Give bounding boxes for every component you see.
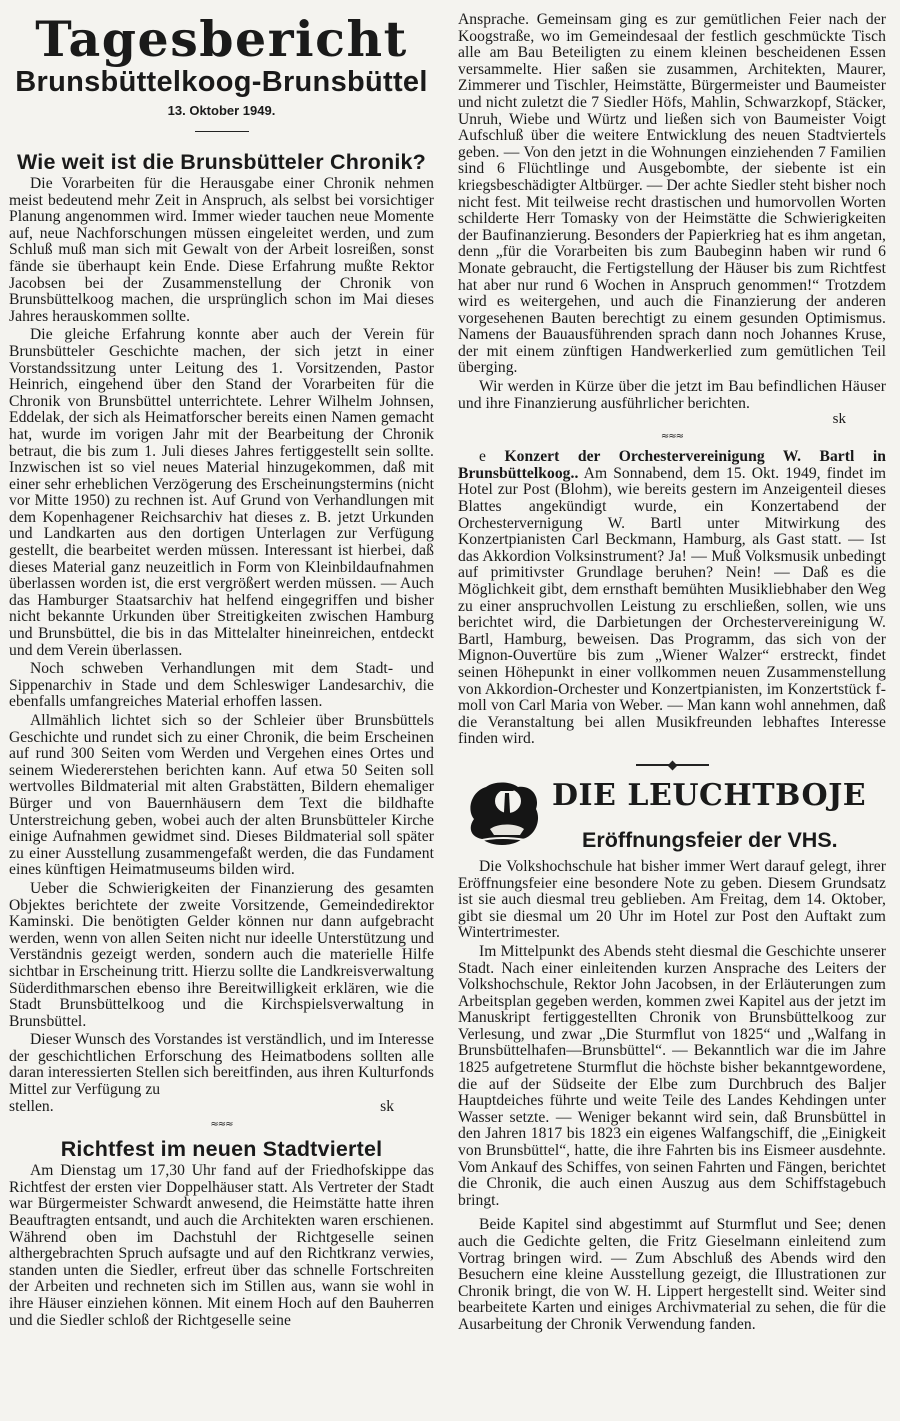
konzert-body: Am Sonnabend, dem 15. Okt. 1949, findet im Hotel zur Post (Blohm), wie bereits gestern im Anzeigenteil dieses Blattes angekündigt wurde, ein Konzertabend der Orchestervernigung W. Bartl unter Mitwirkung des Konzertpianisten Carl Beckmann, Hamburg, als Gast statt. — Ist das Akkordion Volksinstrument? Ja! — Muß Volksmusik unbedingt auf primitivster Grundlage beruhen? Nein! — Daß es die Möglichkeit gibt, dem ernsthaft bemühten Musikliebhaber den Weg zu einer anspruchvollen Leistung zu erschließen, sollen, wie uns berichtet wird, die Darbietungen der Orchestervereinigung W. Bartl, Hamburg, beweisen. Das Programm, das sich von der Mignon-Ouvertüre bis zum „Wiener Walzer“ erstreckt, findet seinen Höhepunkt in einer vollkommen neuen Zusammenstellung von Akkordion-Orchester und Konzertpianisten, im Konzertstück f-moll von Carl Maria von Weber. — Man kann wohl annehmen, daß die Veranstaltung bei allen Musikfreunden lebhaftes Interesse finden wird. [458, 464, 886, 748]
article-paragraph: Ueber die Schwierigkeiten der Finanzierung des gesamten Objektes berichtete der zweite Vorsitzende, Gemeindedirektor Kaminski. Die benötigten Gelder können nur dann aufgebracht werden, wenn von allen Seiten nicht nur ideelle Unterstützung und Verständnis gezeigt werden, sondern auch die materielle Hilfe sichtbar in Erscheinung tritt. Hierzu sollte die Landkreisverwaltung Süderdithmarschen ebenso ihre Bereitwilligkeit erklären, wie die Stadt Brunsbüttelkoog und die Kirchspielsverwaltung in Brunsbüttel. [9, 879, 434, 1030]
masthead-title: Tagesbericht [35, 10, 408, 68]
masthead-subtitle: Brunsbüttelkoog-Brunsbüttel [15, 66, 428, 98]
article-paragraph: Die Volkshochschule hat bisher immer Wert darauf gelegt, ihrer Eröffnungsfeier eine besondere Note zu geben. Diesem Grundsatz ist sie auch diesmal treu geblieben. Am Freitag, dem 14. Oktober, gibt sie diesmal um 20 Uhr im Hotel zur Post den Auftakt zum Wintertrimester. [458, 857, 886, 942]
article-paragraph: Beide Kapitel sind abgestimmt auf Sturmflut und See; denen auch die Gedichte gelten, die Fritz Gieselmann einleitend zum Vortrag bringen wird. — Zum Abschluß des Abends wird den Besuchern eine kleine Ausstellung gezeigt, die Illustrationen zur Chronik bringt, die von W. H. Lippert hergestellt sind. Weiter sind bearbeitete Karten und einiges Archivmaterial zu sehen, die für die Ausarbeitung der Chronik Verwendung fanden. [458, 1216, 886, 1333]
section-title: DIE LEUCHTBOJE [552, 777, 867, 813]
article-paragraph: Noch schweben Verhandlungen mit dem Stadt- und Sippenarchiv in Stade und dem Schleswiger Landesarchiv, die ebenfalls umfangreiches Material erhoffen lassen. [9, 660, 434, 711]
short-rule-divider [195, 131, 249, 132]
article-paragraph: Die Vorarbeiten für die Herausgabe einer Chronik nehmen meist bedeutend mehr Zeit in Anspruch, als selbst bei vorsichtiger Planung angenommen wird. Immer wieder tauchen neue Momente auf, neue Nachforschungen müssen eingeleitet werden, und zum Schluß muß man sich mit Gewalt von der Arbeit losreißen, sonst fände sie überhaupt kein Ende. Diese Erfahrung mußte Rektor Jacobsen bei der Zusammenstellung der Chronik von Brunsbüttelkoog machen, die ursprünglich schon im Mai dieses Jahres herauskommen sollte. [9, 175, 434, 325]
article-paragraph: Im Mittelpunkt des Abends steht diesmal die Geschichte unserer Stadt. Nach einer einleitenden kurzen Ansprache des Leiters der Volkshochschule, Rektor John Jacobsen, in der Erläuterungen zum Arbeitsplan gegeben werden, kommen zwei Kapitel aus der jetzt im Manuskript fertiggestellten Chronik von Brunsbüttelkoog zur Verlesung, und zwar „Die Sturmflut von 1825“ und „Walfang in Brunsbüttelhafen—Brunsbüttel“. — Bekanntlich war die im Jahre 1825 aufgetretene Sturmflut die höchste bisher bekanntgewordene, die auf der Südseite der Elbe zum Durchbruch des Baljer Hauptdeiches führte und weite Teile des Landes Kehdingen unter Wasser setzte. — Weniger bekannt wird sein, daß Brunsbüttel in den Jahren 1817 bis 1823 ein eigenes Walfangschiff, die „Einigkeit von Brunsbüttel“, hatte, die ihre Fahrten bis ins Eismeer ausdehnte. Vom Ankauf des Schiffes, von seinen Fahrten und Fängen, berichtet die Chronik, die auch einen Auszug aus dem Schiffstagebuch bringt. [458, 942, 886, 1209]
article-richtfest-continued [458, 12, 886, 427]
article-paragraph: Dieser Wunsch des Vorstandes ist verständlich, und im Interesse der geschichtlichen Erforschung des Heimatbodens sollten alle daran interessierten Stellen sich bereitfinden, aus ihren Kulturfonds Mittel zur Verfügung zu [9, 1031, 434, 1099]
author-signoff: sk [832, 411, 846, 428]
article-paragraph: Die gleiche Erfahrung konnte aber auch der Verein für Brunsbütteler Geschichte machen, der sich jetzt in einer Vorstandssitzung unter Leitung des 1. Vorsitzenden, Pastor Heinrich, eingehend über den Stand der Vorarbeiten für die Chronik von Brunsbüttel unterrichtete. Lehrer Wilhelm Johnsen, Eddelak, der sich als Heimatforscher bereits einen Namen gemacht hat, wurde im vorigen Jahr mit der Bearbeitung der Chronik betraut, die bis zum 1. Juli dieses Jahres fertiggestellt sein sollte. Inzwischen ist so viel neues Material hinzugekommen, daß mit einer sehr erheblichen Verzögerung des Erscheinungstermins (nicht vor Mitte 1950) zu rechnen ist. Auf Grund von Verhandlungen mit dem Kopenhagener Reichsarchiv hat dieses z. B. jetzt Urkunden und Landkarten aus den dortigen Unterlagen zur Verfügung gestellt, die bearbeitet werden müssen. Interessant ist hierbei, daß dieses Material ganz neuzeitlich in Form von Kleinbildaufnahmen überlassen worden ist, die erst vergrößert werden müssen. — Auch das Hamburger Staatsarchiv hat helfend eingegriffen und bisher nicht bekannte Urkunden über Streitigkeiten zwischen Hamburg und Brunsbüttel, die bis in das Mittelalter hineinreichen, entdeckt und dem Verein überlassen. [9, 326, 434, 659]
article-konzert [458, 449, 886, 748]
wave-ornament-icon: ≈≈≈ [660, 431, 684, 443]
article-headline: Richtfest im neuen Stadtviertel [60, 1137, 383, 1162]
wave-ornament-icon: ≈≈≈ [210, 1119, 233, 1131]
article-paragraph [458, 449, 886, 748]
section-header [458, 777, 886, 853]
konzert-prefix: e [479, 448, 486, 466]
article-richtfest [9, 1137, 434, 1329]
closing-line [9, 1099, 434, 1116]
article-paragraph: Allmählich lichtet sich so der Schleier über Brunsbüttels Geschichte und rundet sich zu einer Chronik, die beim Erscheinen auf rund 300 Seiten vom Werden und Vergehen eines Ortes und seinem Wiedererstehen berichten kann. Auf etwa 50 Seiten soll wertvolles Bildmaterial mit alten Grabstätten, Bildern ehemaliger Bürger und von Bauernhäusern dem Text die bildhafte Unterstreichung geben, wobei auch der alten Brunsbütteler Kirche einige Aufnahmen gewidmet sind. Dieses Bildmaterial soll später zu einer Ausstellung zusammengefaßt werden, die das Fundament eines künftigen Heimatmuseums bilden wird. [9, 712, 434, 879]
article-paragraph: Am Dienstag um 17,30 Uhr fand auf der Friedhofskippe das Richtfest der ersten vier Doppelhäuser statt. Als Vertreter der Stadt war Bürgermeister Schwardt anwesend, die Heimstätte hatte ihren Beauftragten entsandt, und auch die Architekten waren erschienen. Während oben im Dachstuhl der Richtgeselle seinen althergebrachten Spruch aufsagte und auf den Richtkranz verwies, standen unten die Siedler, erfreut über das schnelle Fortschreiten der Arbeiten und rechneten sich im Stillen aus, wann sie wohl in ihre Häuser einziehen können. Mit einem Hoch auf den Bauherren und die Siedler schloß der Richtgeselle seine [9, 1162, 434, 1329]
article-paragraph: Wir werden in Kürze über die jetzt im Bau befindlichen Häuser und ihre Finanzierung ausführlicher berichten. [458, 378, 886, 412]
author-signoff: sk [380, 1097, 394, 1115]
article-leuchtboje [458, 777, 886, 1334]
article-paragraph: Ansprache. Gemeinsam ging es zur gemütlichen Feier nach der Koogstraße, wo im Gemeindesaal der festlich geschmückte Tisch alle am Bau Beteiligten zu einem kleinen bescheidenen Essen versammelte. Hier saßen sie zusammen, Architekten, Maurer, Zimmerer und Tischler, Heimstätte, Bürgermeister und Baumeister und nicht zuletzt die 7 Siedler Höfs, Mahlin, Schwarzkopf, Stäcker, Unruh, Wiebe und Würtz und ließen sich von Baumeister Voigt Aufschluß über die weitere Entwicklung des neuen Stadtviertels geben. — Von den jetzt in die Wohnungen einziehenden 7 Familien sind 6 Flüchtlinge und Ausgebombte, der siebente ist ein kriegsbeschädigter Altbürger. — Der achte Siedler steht bisher noch nicht fest. Mit teilweise recht drastischen und humorvollen Worten schilderte Herr Tomasky von der Heimstätte die Schwierigkeiten der Baufinanzierung. Besonders der Papierkrieg hat es ihm angetan, denn „für die Vorarbeiten bis zum Baubeginn haben wir rund 6 Monate gebraucht, die Fertigstellung der Häuser bis zum Richtfest hat aber nur rund 6 Wochen in Anspruch genommen!“ Trotzdem wird es weitergehen, und auch die Finanzierung der anderen vorgesehenen Bauten berechtigt zu einem gesunden Optimismus. Namens der Bauausführenden sprach dann noch Johannes Kruse, der mit einem zünftigen Handwerkerlied zum gemütlichen Teil überging. [458, 11, 886, 377]
konzert-lead: Konzert der Orchestervereinigung W. Bartl in Brunsbüttelkoog.. [458, 448, 886, 482]
article-headline: Eröffnungsfeier der VHS. [582, 827, 838, 852]
article-last-line: stellen. [9, 1097, 54, 1115]
article-headline: Wie weit ist die Brunsbütteler Chronik? [17, 150, 426, 174]
lighthouse-buoy-logo-icon [464, 779, 542, 849]
diamond-rule-ornament-icon [458, 762, 886, 769]
right-column [450, 0, 900, 1421]
masthead-date: 13. Oktober 1949. [167, 103, 276, 118]
article-chronik [9, 150, 434, 1115]
